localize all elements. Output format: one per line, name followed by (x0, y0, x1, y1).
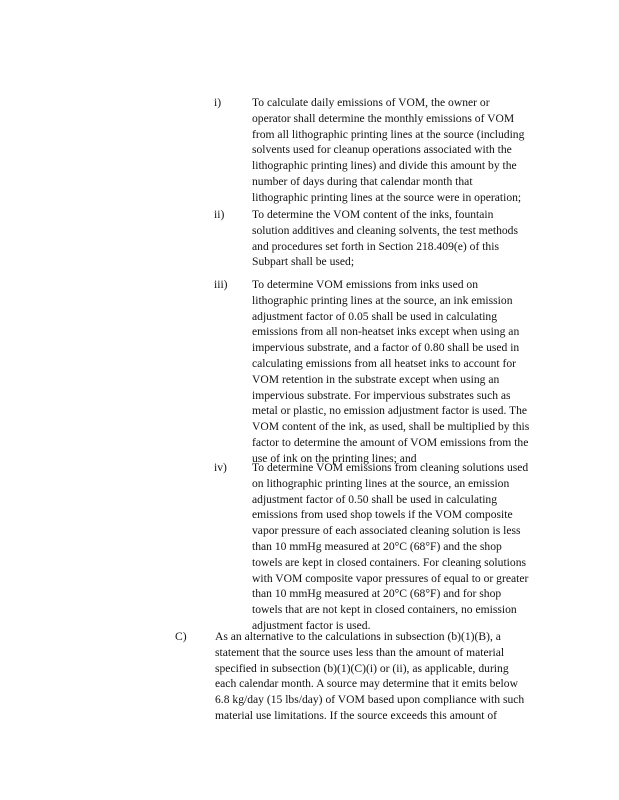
text-line: adjustment factor of 0.50 shall be used in calculating (252, 492, 498, 506)
text-line: To determine VOM emissions from cleaning solutions used (252, 461, 529, 474)
text-line: impervious substrate, and a factor of 0.80 shall be used in (252, 341, 520, 355)
text-line: Subpart shall be used; (252, 255, 355, 269)
text-line: each calendar month. A source may determine that it emits below (215, 677, 518, 691)
item-marker: iv) (214, 461, 227, 474)
text-line: To determine the VOM content of the inks, fountain (252, 208, 494, 221)
text-line: metal or plastic, no emission adjustment factor is used. The (252, 404, 528, 418)
text-line: lithographic printing lines) and divide this amount by the (252, 159, 517, 173)
text-line: operator shall determine the monthly emissions of VOM (252, 111, 515, 125)
text-line: towels that are not kept in closed containers, no emission (252, 603, 517, 617)
item-text (252, 207, 552, 270)
item-text (252, 95, 552, 206)
text-line: number of days during that calendar month that (252, 174, 473, 188)
text-line: and procedures set forth in Section 218.409(e) of this (252, 239, 499, 253)
text-line: emissions from used shop towels if the VOM composite (252, 508, 513, 522)
text-line: impervious substrate. For impervious substrates such as (252, 388, 511, 402)
text-line: on lithographic printing lines at the source, an emission (252, 476, 510, 490)
item-marker: ii) (214, 208, 225, 221)
text-line: To calculate daily emissions of VOM, the owner or (252, 96, 490, 109)
text-line: than 10 mmHg measured at 20°C (68°F) and the shop (252, 539, 502, 553)
text-line: lithographic printing lines at the source, an ink emission (252, 293, 513, 307)
text-line: VOM content of the ink, as used, shall be multiplied by this (252, 420, 530, 434)
text-line: solvents used for cleanup operations associated with the (252, 143, 512, 157)
text-line: As an alternative to the calculations in subsection (b)(1)(B), a (215, 630, 501, 643)
text-line: than 10 mmHg measured at 20°C (68°F) and for shop (252, 587, 502, 601)
item-text (252, 277, 552, 467)
text-line: material use limitations. If the source exceeds this amount of (215, 708, 498, 722)
text-line: To determine VOM emissions from inks used on (252, 278, 478, 291)
text-line: specified in subsection (b)(1)(C)(i) or (ii), as applicable, during (215, 661, 509, 675)
text-line: calculating emissions from all heatset inks to account for (252, 356, 517, 370)
item-marker: C) (175, 630, 187, 643)
text-line: VOM retention in the substrate except when using an (252, 372, 500, 386)
item-text (252, 460, 552, 634)
text-line: 6.8 kg/day (15 lbs/day) of VOM based upon compliance with such (215, 693, 525, 707)
item-marker: i) (214, 96, 222, 109)
text-line: use of ink on the printing lines; and (252, 451, 417, 465)
item-marker: iii) (214, 278, 228, 291)
text-line: lithographic printing lines at the source were in operation; (252, 190, 522, 204)
text-line: from all lithographic printing lines at the source (including (252, 127, 525, 141)
item-text (215, 629, 525, 724)
text-line: adjustment factor is used. (252, 618, 371, 632)
text-line: adjustment factor of 0.05 shall be used in calculating (252, 309, 498, 323)
text-line: vapor pressure of each associated cleaning solution is less (252, 524, 521, 538)
text-line: statement that the source uses less than the amount of material (215, 645, 505, 659)
text-line: towels are kept in closed containers. For cleaning solutions (252, 555, 526, 569)
text-line: solution additives and cleaning solvents, the test methods (252, 223, 518, 237)
text-line: emissions from all non-heatset inks except when using an (252, 325, 520, 339)
text-line: factor to determine the amount of VOM emissions from the (252, 435, 529, 449)
text-line: with VOM composite vapor pressures of equal to or greater (252, 571, 529, 585)
